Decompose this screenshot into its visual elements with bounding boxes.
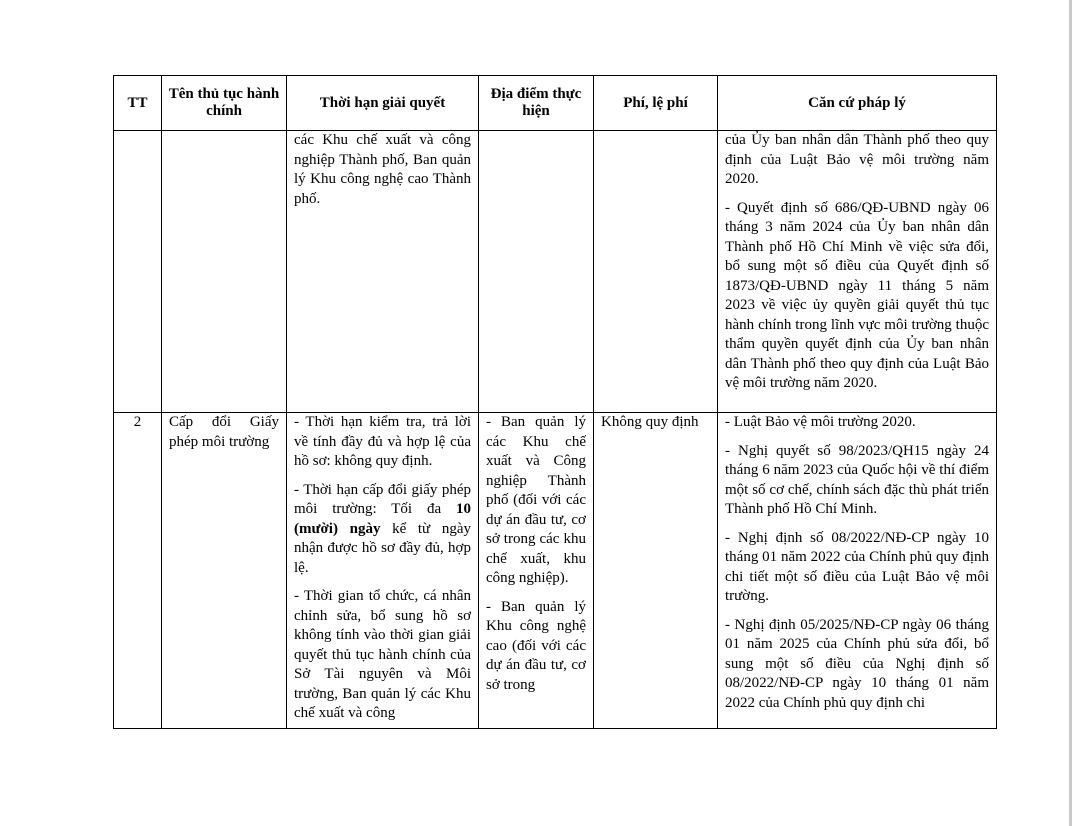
- deadline-text: kể từ ngày nhận được hồ sơ đầy đủ, hợp lệ.: [294, 520, 471, 576]
- cell-fee: [594, 131, 718, 413]
- table-row: [114, 131, 997, 413]
- header-fee: Phí, lệ phí: [594, 76, 718, 131]
- header-legal-basis: Căn cứ pháp lý: [718, 76, 997, 131]
- header-deadline: Thời hạn giải quyết: [287, 76, 479, 131]
- cell-deadline: [287, 413, 479, 729]
- cell-place: [479, 413, 594, 729]
- place-paragraph: - Ban quản lý Khu công nghệ cao (đối với các dự án đầu tư, cơ sở trong: [486, 598, 586, 693]
- header-procedure-name: Tên thủ tục hành chính: [162, 76, 287, 131]
- legal-paragraph: của Ủy ban nhân dân Thành phố theo quy định của Luật Bảo vệ môi trường năm 2020.: [725, 132, 989, 187]
- table-header-row: [114, 76, 997, 131]
- table-row: [114, 413, 997, 729]
- cell-procedure-name: [162, 131, 287, 413]
- place-paragraph: - Ban quản lý các Khu chế xuất và Công nghiệp Thành phố (đối với các dự án đầu tư, cơ sở trong các khu chế xuất, khu công nghiệp).: [486, 414, 586, 586]
- deadline-paragraph: - Thời gian tổ chức, cá nhân chỉnh sửa, bổ sung hồ sơ không tính vào thời gian giải quyết thủ tục hành chính của Sở Tài nguyên và Môi trường, Ban quản lý các Khu chế xuất và công: [294, 588, 471, 721]
- deadline-paragraph: - Thời hạn kiểm tra, trả lời về tính đầy đủ và hợp lệ của hồ sơ: không quy định.: [294, 414, 471, 469]
- cell-legal-basis: [718, 413, 997, 729]
- legal-paragraph: - Nghị định số 08/2022/NĐ-CP ngày 10 tháng 01 năm 2022 của Chính phủ quy định chi tiết một số điều của Luật Bảo vệ môi trường.: [725, 529, 989, 604]
- legal-paragraph: - Quyết định số 686/QĐ-UBND ngày 06 tháng 3 năm 2024 của Ủy ban nhân dân Thành phố Hồ Chí Minh về việc sửa đổi, bổ sung một số điều của Quyết định số 1873/QĐ-UBND ngày 11 tháng 5 năm 2023 về việc ủy quyền giải quyết thủ tục hành chính trong lĩnh vực môi trường thuộc thẩm quyền quyết định của Ủy ban nhân dân Thành phố theo quy định của Luật Bảo vệ môi trường năm 2020.: [725, 199, 989, 391]
- deadline-emphasis: 10 (mười) ngày: [294, 501, 471, 537]
- deadline-text: các Khu chế xuất và công nghiệp Thành phố, Ban quản lý Khu công nghệ cao Thành phố.: [294, 132, 471, 207]
- legal-paragraph: - Luật Bảo vệ môi trường 2020.: [725, 414, 916, 430]
- legal-paragraph: - Nghị định 05/2025/NĐ-CP ngày 06 tháng 01 năm 2025 của Chính phủ sửa đổi, bổ sung một số điều của Nghị định số 08/2022/NĐ-CP ngày 10 tháng 01 năm 2022 của Chính phủ quy định chi: [725, 616, 989, 711]
- procedures-table: [113, 75, 997, 729]
- legal-paragraph: - Nghị quyết số 98/2023/QH15 ngày 24 tháng 6 năm 2023 của Quốc hội về thí điểm một số cơ chế, chính sách đặc thù phát triển Thành phố Hồ Chí Minh.: [725, 442, 989, 517]
- cell-tt: [114, 131, 162, 413]
- header-tt: TT: [114, 76, 162, 131]
- cell-deadline: [287, 131, 479, 413]
- header-place: Địa điểm thực hiện: [479, 76, 594, 131]
- cell-tt: 2: [114, 413, 162, 729]
- cell-fee: Không quy định: [594, 413, 718, 729]
- cell-legal-basis: [718, 131, 997, 413]
- deadline-paragraph: [294, 481, 471, 579]
- cell-procedure-name: Cấp đổi Giấy phép môi trường: [162, 413, 287, 729]
- deadline-text: - Thời hạn cấp đổi giấy phép môi trường: Tối đa: [294, 481, 471, 517]
- cell-place: [479, 131, 594, 413]
